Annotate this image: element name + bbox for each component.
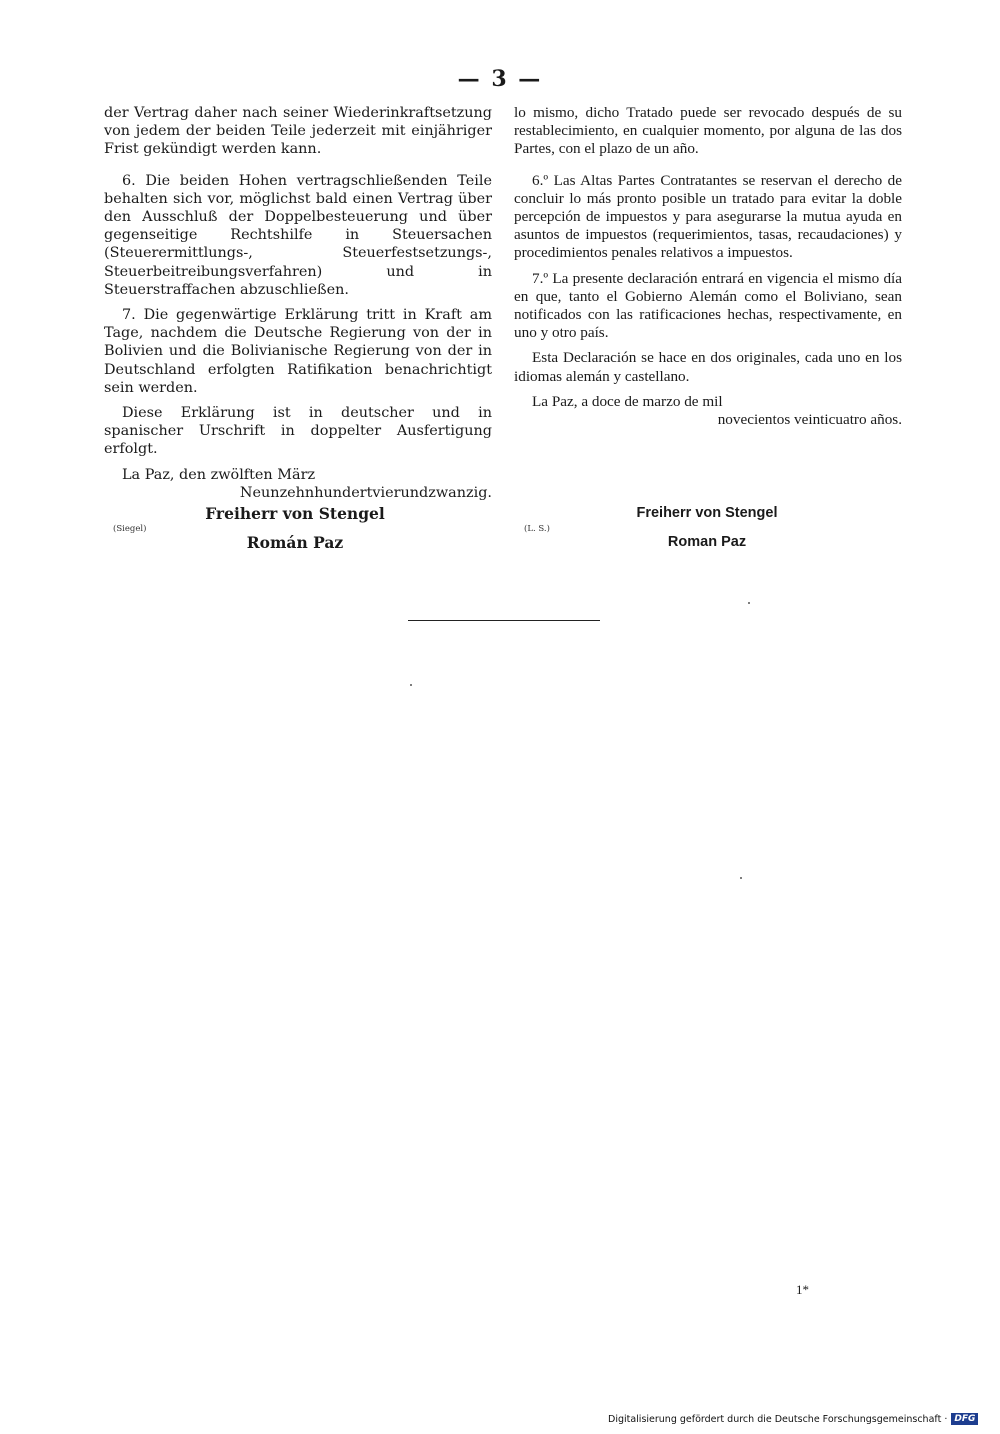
german-paragraph-closing: Diese Erklärung ist in deutscher und in spanischer Urschrift in doppelter Ausfertigung erfolgt. [104,405,492,458]
german-paragraph-7: 7. Die gegenwärtige Erklärung tritt in Kraft am Tage, nachdem die Deutsche Regierung von der in Bolivien und die Bolivianische Regierung von der in Deutschland erfolgten Ratifikation benachrichtigt sein werden. [104,307,492,396]
spanish-column [514,104,902,429]
page-number: — 3 — [457,66,543,92]
german-place-date-line1: La Paz, den zwölften März [122,466,316,483]
spanish-signatory-2: Roman Paz [667,534,747,550]
german-paragraph-continuation: der Vertrag daher nach seiner Wiederinkraftsetzung von jedem der beiden Teile jederzeit mit einjähriger Frist gekündigt werden kann. [104,105,492,158]
spanish-signatory-1: Freiherr von Stengel [636,505,778,521]
spanish-place-date [514,393,902,429]
german-place-date-line2: Neunzehnhundertvierundzwanzig. [239,484,492,501]
section-divider [408,620,600,621]
spanish-paragraph-closing: Esta Declaración se hace en dos originales, cada uno en los idiomas alemán y castellano. [514,349,902,385]
scan-speck [748,602,750,604]
spanish-paragraph-6: 6.º Las Altas Partes Contratantes se reservan el derecho de concluir lo más pronto posible un tratado para evitar la doble percepción de impuestos y para asegurarse la mutua ayuda en asuntos de impuestos (requerimientos, tasas, recaudaciones) y procedimientos penales relativos a impuestos. [514,171,902,262]
german-place-date [104,466,492,502]
dfg-logo-icon: DFG [951,1413,978,1425]
spanish-paragraph-7: 7.º La presente declaración entrará en vigencia el mismo día en que, tanto el Gobierno Alemán como el Boliviano, sean notificados con las ratificaciones hechas, respectivamente, en uno y otro país. [514,269,902,342]
signature-mark: 1* [796,1282,809,1297]
spanish-paragraph-continuation: lo mismo, dicho Tratado puede ser revocado después de su restablecimiento, en cualquier momento, por alguna de las dos Partes, con el plazo de un año. [514,104,902,158]
german-signatory-2: Román Paz [246,533,344,552]
german-signatory-1: Freiherr von Stengel [205,504,385,523]
german-column [104,104,492,502]
footer-credit-text: Digitalisierung gefördert durch die Deutsche Forschungsgemeinschaft · [608,1413,948,1425]
spanish-seal-label: (L. S.) [524,524,550,534]
footer-credit [608,1413,978,1425]
spanish-place-date-line1: La Paz, a doce de marzo de mil [532,392,723,410]
german-paragraph-6: 6. Die beiden Hohen vertragschließenden Teile behalten sich vor, möglichst bald einen Vertrag über den Ausschluß der Doppelbesteuerung und über gegenseitige Rechtshilfe in Steuersachen (Steuerermittlungs-, Steuerfestsetzungs-, Steuerbeitreibungsverfahren) und in Steuerstraffachen abzuschließen. [104,172,492,298]
german-seal-label: (Siegel) [113,524,147,534]
scan-speck [410,684,412,686]
scan-speck [740,877,742,879]
spanish-place-date-line2: novecientos veinticuatro años. [717,411,902,429]
